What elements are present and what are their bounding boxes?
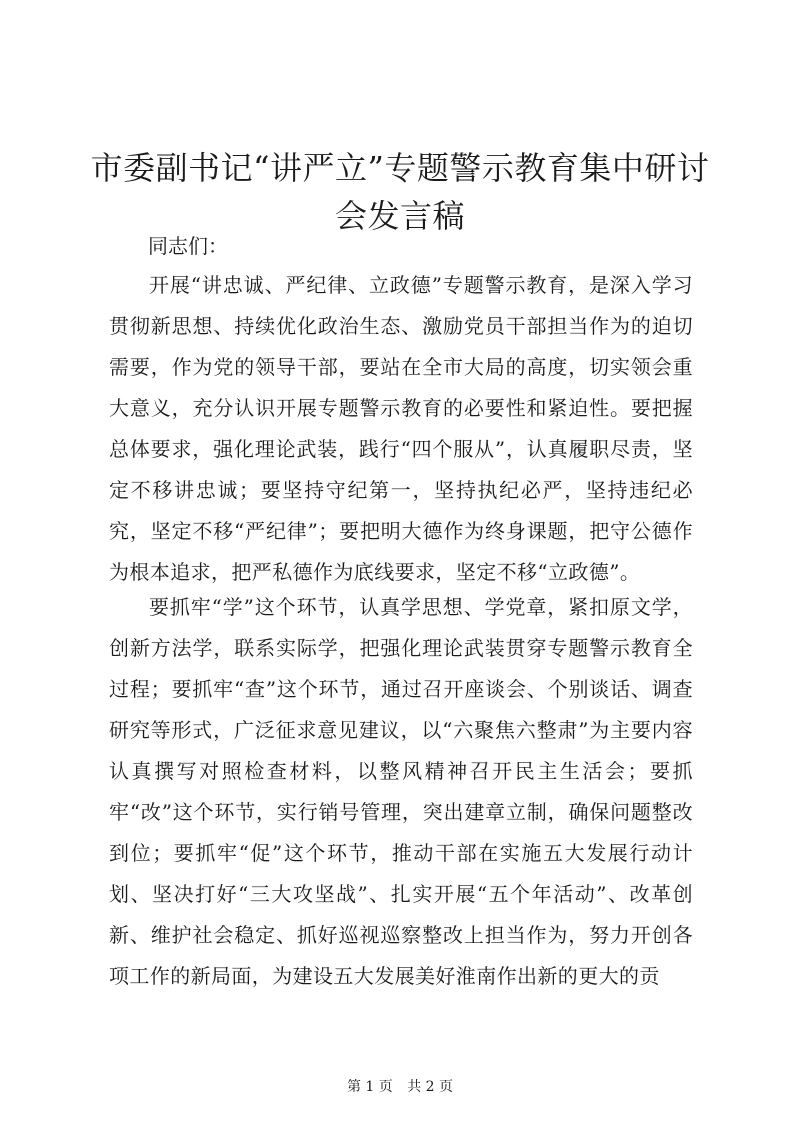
page-footer (0, 1077, 800, 1097)
body-paragraph-2: 要抓牢“学”这个环节，认真学思想、学党章，紧扣原文学，创新方法学，联系实际学，把强化理论武装贯穿专题警示教育全过程；要抓牢“查”这个环节，通过召开座谈会、个别谈话、调查研究等形式，广泛征求意见建议，以“六聚焦六整肃”为主要内容认真撰写对照检查材料，以整风精神召开民主生活会；要抓牢“改”这个环节，实行销号管理，突出建章立制，确保问题整改到位；要抓牢“促”这个环节，推动干部在实施五大发展行动计划、坚决打好“三大攻坚战”、扎实开展“五个年活动”、改革创新、维护社会稳定、抓好巡视巡察整改上担当作为，努力开创各项工作的新局面，为建设五大发展美好淮南作出新的更大的贡 (109, 595, 693, 988)
salutation: 同志们： (148, 234, 228, 258)
body-paragraph-1: 开展“讲忠诚、严纪律、立政德”专题警示教育，是深入学习贯彻新思想、持续优化政治生态、激励党员干部担当作为的迫切需要，作为党的领导干部，要站在全市大局的高度，切实领会重大意义，充分认识开展专题警示教育的必要性和紧迫性。要把握总体要求，强化理论武装，践行“四个服从”，认真履职尽责，坚定不移讲忠诚；要坚持守纪第一，坚持执纪必严，坚持违纪必究，坚定不移“严纪律”；要把明大德作为终身课题，把守公德作为根本追求，把严私德作为底线要求，坚定不移“立政德”。 (109, 273, 693, 584)
document-title: 市委副书记“讲严立”专题警示教育集中研讨会发言稿 (90, 149, 710, 235)
page-total: 共 2 页 (407, 1079, 454, 1095)
page-number: 第 1 页 (346, 1079, 393, 1095)
